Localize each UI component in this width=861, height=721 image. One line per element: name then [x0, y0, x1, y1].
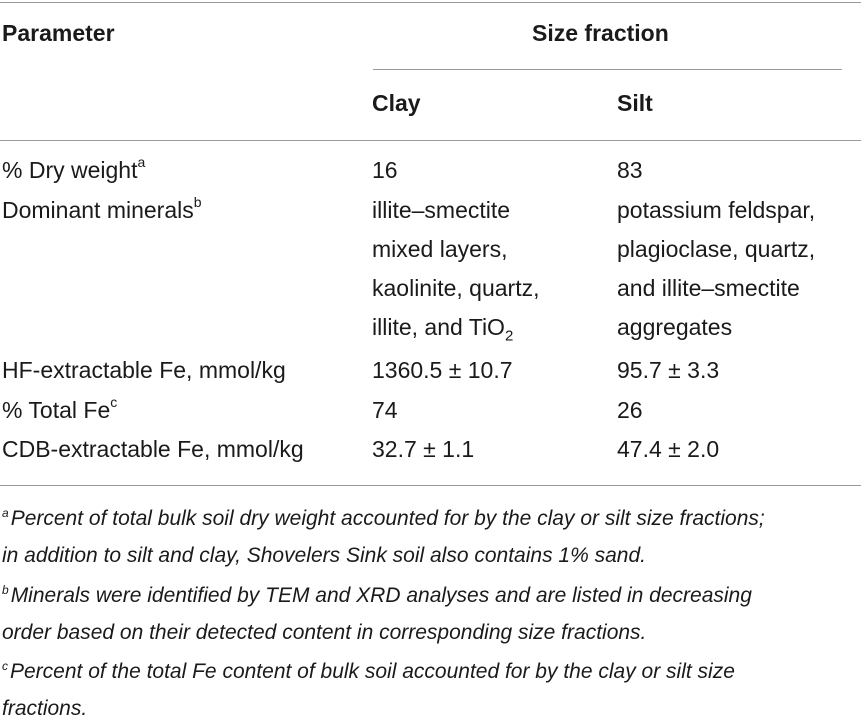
bottom-rule [0, 485, 861, 486]
row-cdb-fe-clay: 32.7 ± 1.1 [372, 436, 475, 462]
header-rule [0, 140, 861, 141]
footnote-b-line: $^b$Minerals were identified by TEM and XRD analyses and are listed in decreasing [2, 583, 752, 607]
footnote-b-line: order based on their detected content in corresponding size fractions. [2, 621, 647, 644]
row-minerals-silt-line: aggregates [617, 314, 733, 340]
footnote-c-line: $^c$Percent of the total Fe content of bulk soil accounted for by the clay or silt size [2, 659, 735, 683]
row-minerals-clay-line: illite–smectite [372, 197, 511, 223]
row-hf-fe-param: HF-extractable Fe, mmol/kg [2, 357, 286, 383]
header-parameter: Parameter [2, 20, 115, 46]
row-total-fe-clay: 74 [372, 397, 398, 423]
footnote-a-line: in addition to silt and clay, Shovelers Sink soil also contains 1% sand. [2, 544, 646, 567]
row-cdb-fe-silt: 47.4 ± 2.0 [617, 436, 720, 462]
header-clay: Clay [372, 90, 421, 116]
row-minerals-silt-line: and illite–smectite [617, 275, 800, 301]
row-dry-weight-clay: 16 [372, 157, 398, 183]
row-minerals-clay-line: kaolinite, quartz, [372, 275, 540, 301]
row-minerals-param: Dominant minerals$^b$ [2, 194, 202, 223]
row-total-fe-silt: 26 [617, 397, 643, 423]
row-minerals-silt-line: plagioclase, quartz, [617, 236, 816, 262]
row-cdb-fe-param: CDB-extractable Fe, mmol/kg [2, 436, 304, 462]
row-dry-weight-param: % Dry weight$^a$ [2, 154, 146, 183]
row-hf-fe-silt: 95.7 ± 3.3 [617, 357, 720, 383]
row-total-fe-param: % Total Fe$^c$ [2, 394, 118, 423]
footnote-a-line: $^a$Percent of total bulk soil dry weight accounted for by the clay or silt size fractions; [2, 506, 765, 530]
header-size-fraction: Size fraction [532, 20, 669, 46]
header-silt: Silt [617, 90, 653, 116]
footnote-c-line: fractions. [2, 697, 88, 720]
size-fraction-rule [373, 69, 842, 70]
row-minerals-clay-line: illite, and TiO$_2$ [372, 314, 514, 345]
row-hf-fe-clay: 1360.5 ± 10.7 [372, 357, 513, 383]
top-rule [0, 2, 861, 3]
row-minerals-clay-line: mixed layers, [372, 236, 508, 262]
row-minerals-silt-line: potassium feldspar, [617, 197, 816, 223]
row-dry-weight-silt: 83 [617, 157, 643, 183]
